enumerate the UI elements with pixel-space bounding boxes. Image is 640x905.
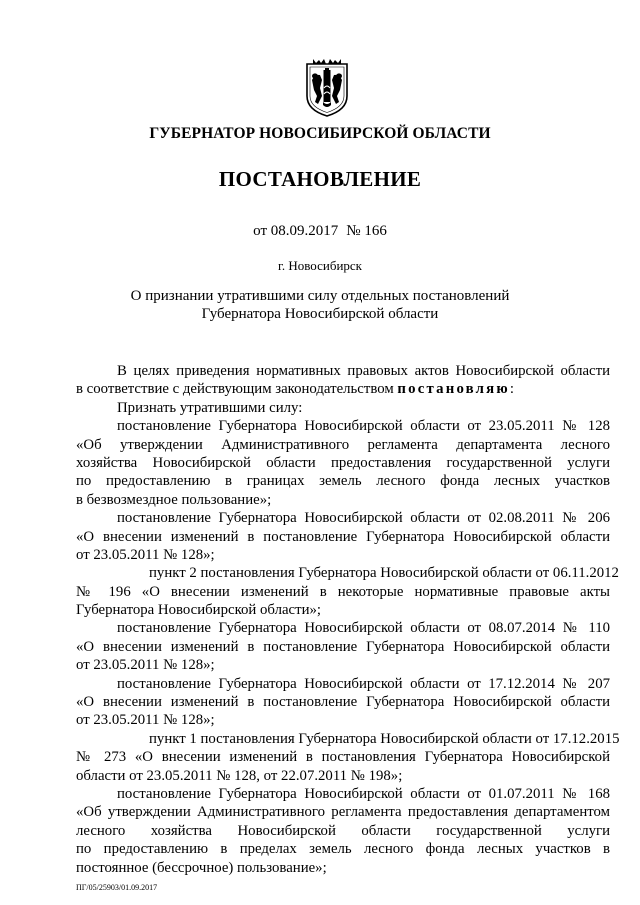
body-line: постановление Губернатора Новосибирской области от 01.07.2011 № 168 [117,785,610,802]
body-line: постоянное (бессрочное) пользование»; [76,859,327,876]
body-line: постановление Губернатора Новосибирской области от 23.05.2011 № 128 [117,418,610,435]
document-date: от 08.09.2017 [253,223,339,239]
body-line: «О внесении изменений в постановление Губернатора Новосибирской области [76,528,610,545]
body-line: «О внесении изменений в постановление Губернатора Новосибирской области [76,694,610,711]
body-line: «Об утверждении Административного регламента предоставления департаментом [76,804,610,821]
body-line: «Об утверждении Административного регламента департамента лесного [76,436,610,453]
body-line: от 23.05.2011 № 128»; [76,546,215,563]
subject-line: О признании утратившими силу отдельных постановлений [130,288,510,304]
body-line: области от 23.05.2011 № 128, от 22.07.2011 № 198»; [76,767,403,784]
recognize-heading: Признать утратившими силу: [117,399,303,416]
body-line: В целях приведения нормативных правовых актов Новосибирской области [117,363,610,379]
resolution-keyword: постановляю [397,381,510,398]
body-line: по предоставлению в границах земель лесного фонда лесных участков [76,473,610,490]
body-line: постановление Губернатора Новосибирской области от 08.07.2014 № 110 [117,620,610,637]
issuing-authority: ГУБЕРНАТОР НОВОСИБИРСКОЙ ОБЛАСТИ [149,125,491,142]
document-type-title: ПОСТАНОВЛЕНИЕ [218,167,422,191]
body-line: постановление Губернатора Новосибирской области от 02.08.2011 № 206 [117,510,610,527]
body-line: лесного хозяйства Новосибирской области государственной услуги [76,822,610,839]
body-line: пункт 2 постановления Губернатора Новосибирской области от 06.11.2012 [149,565,619,582]
body-line: пункт 1 постановления Губернатора Новосибирской области от 17.12.2015 [149,730,620,747]
body-line: по предоставлению в пределах земель лесного фонда лесных участков в [76,841,610,858]
body-line: Губернатора Новосибирской области»; [76,602,321,619]
document-number: № 166 [346,223,387,239]
body-line: от 23.05.2011 № 128»; [76,712,215,729]
subject-line: Губернатора Новосибирской области [201,306,439,322]
resolution-text: в соответствие с действующим законодательством [76,381,394,398]
body-line: в безвозмездное пользование»; [76,491,272,508]
body-line: № 196 «О внесении изменений в некоторые нормативные правовые акты [76,583,610,600]
document-code: ПГ/05/25903/01.09.2017 [76,883,158,892]
body-line-resolution [76,380,610,398]
document-body [76,362,620,877]
body-line: от 23.05.2011 № 128»; [76,657,215,674]
novosibirsk-coat-of-arms-icon [304,58,350,118]
document-subject [0,287,640,323]
body-line: «О внесении изменений в постановление Губернатора Новосибирской области [76,638,610,655]
resolution-colon: : [509,381,515,398]
body-line: хозяйства Новосибирской области предоставления государственной услуги [76,454,610,471]
city-line: г. Новосибирск [277,258,362,273]
body-line: постановление Губернатора Новосибирской области от 17.12.2014 № 207 [117,675,610,692]
body-line: № 273 «О внесении изменений в постановления Губернатора Новосибирской [76,749,610,766]
date-number-line [0,223,640,240]
